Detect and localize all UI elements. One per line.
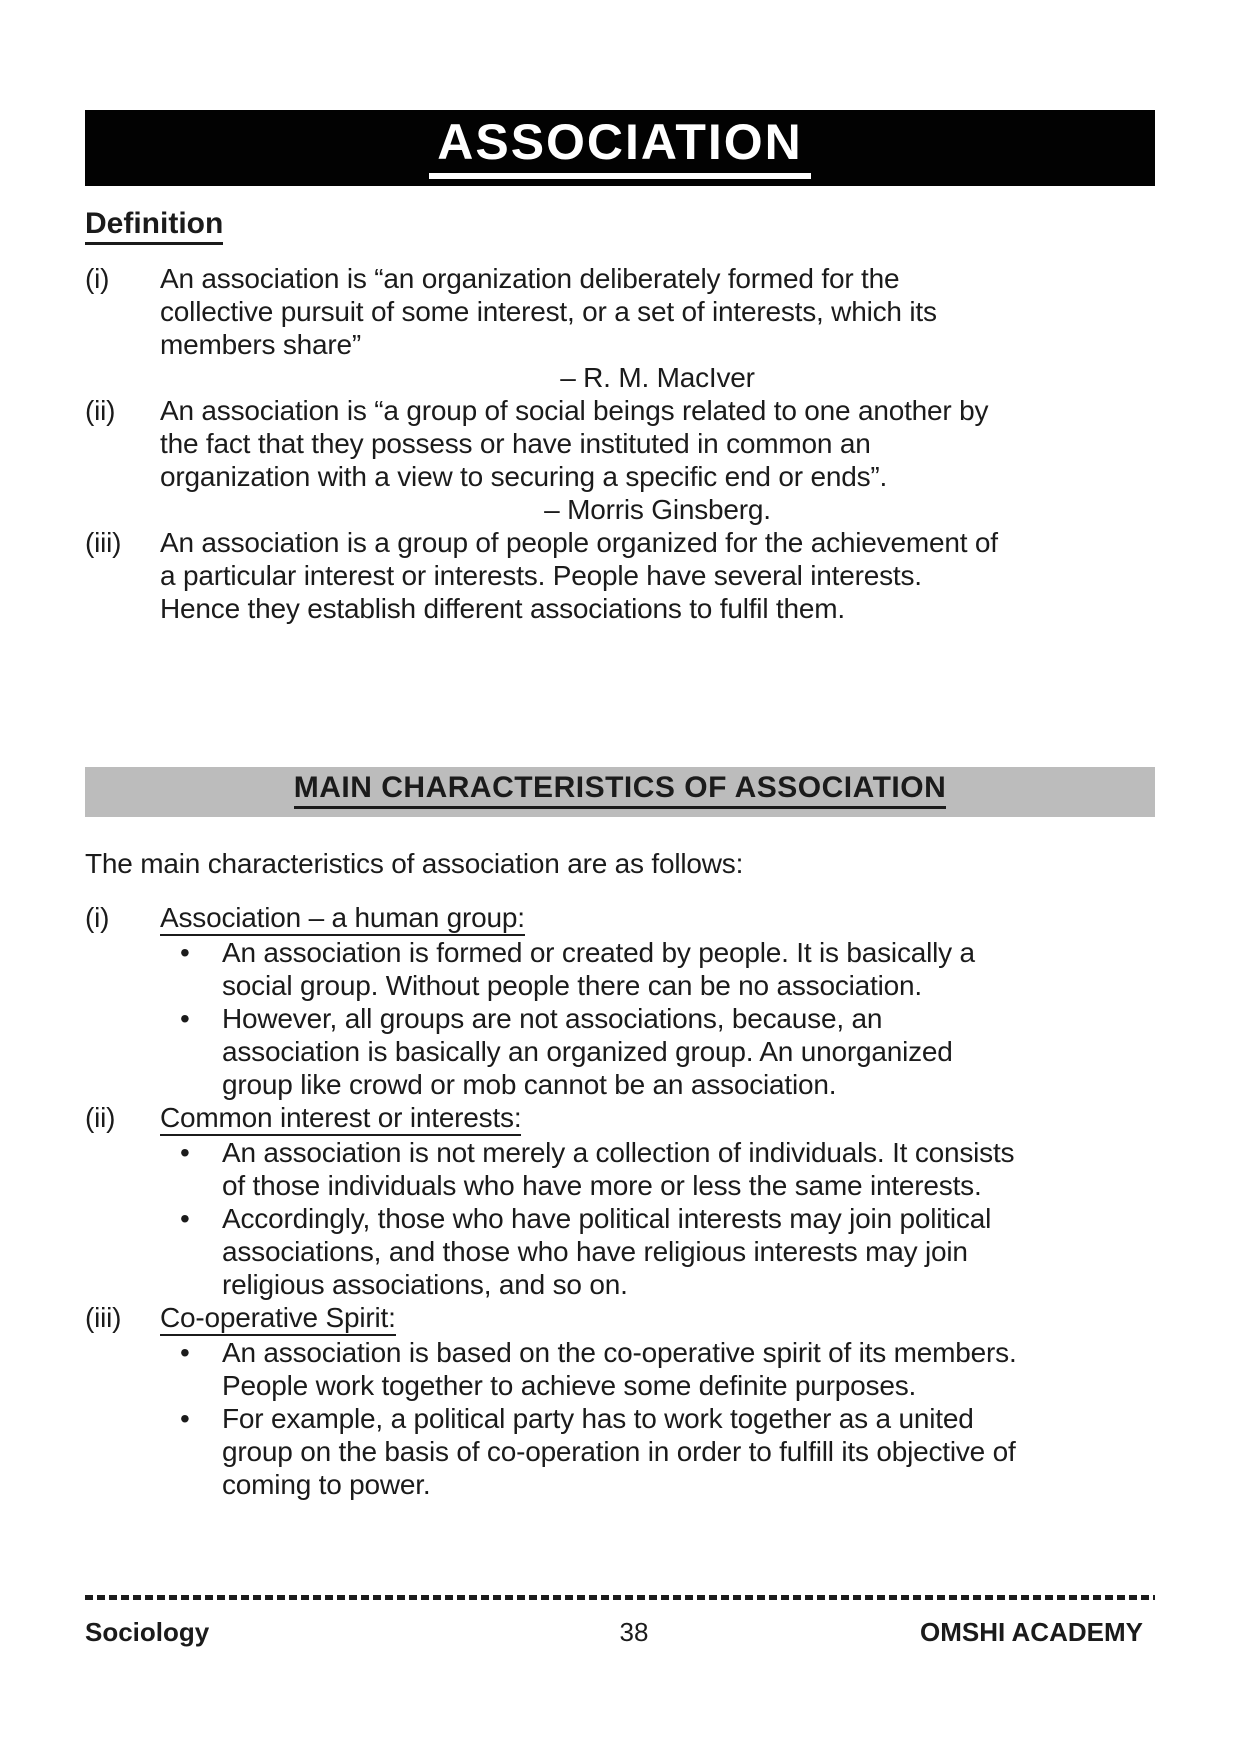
bullet-icon: • bbox=[180, 1336, 190, 1368]
bullet-item bbox=[160, 1336, 1155, 1402]
text-line: religious associations, and so on. bbox=[222, 1268, 628, 1300]
characteristic-heading-row bbox=[160, 1301, 1155, 1336]
item-body bbox=[160, 1301, 1155, 1501]
text-line: group like crowd or mob cannot be an association. bbox=[222, 1068, 837, 1100]
text-line: An association is “a group of social beings related to one another by bbox=[160, 395, 989, 426]
text-line: An association is formed or created by people. It is basically a bbox=[222, 936, 975, 968]
characteristic-heading: Common interest or interests: bbox=[160, 1104, 521, 1136]
definition-list bbox=[85, 262, 1155, 625]
bullet-item bbox=[160, 1202, 1155, 1301]
item-number: (ii) bbox=[85, 395, 116, 426]
item-body bbox=[160, 526, 1155, 625]
text-line: For example, a political party has to work together as a united bbox=[222, 1402, 974, 1434]
text-line: of those individuals who have more or less the same interests. bbox=[222, 1169, 982, 1201]
bullet-item bbox=[160, 1002, 1155, 1101]
characteristic-heading-row bbox=[160, 901, 1155, 936]
bullet-body bbox=[222, 1336, 1155, 1402]
page-footer bbox=[85, 1617, 1155, 1648]
bullet-body bbox=[222, 1002, 1155, 1101]
characteristics-list bbox=[85, 901, 1155, 1501]
text-line: members share” bbox=[160, 329, 362, 360]
bullet-icon: • bbox=[180, 1202, 190, 1234]
section-title: MAIN CHARACTERISTICS OF ASSOCIATION bbox=[294, 772, 947, 809]
bullet-body bbox=[222, 1402, 1155, 1501]
quote-attribution: – R. M. MacIver bbox=[560, 362, 755, 393]
text-line: People work together to achieve some definite purposes. bbox=[222, 1369, 917, 1401]
bullet-body bbox=[222, 1202, 1155, 1301]
chapter-title-bar bbox=[85, 110, 1155, 186]
bullet-icon: • bbox=[180, 936, 190, 968]
text-line: Hence they establish different associations to fulfil them. bbox=[160, 593, 845, 624]
definition-heading-row bbox=[85, 207, 1155, 245]
footer-subject: Sociology bbox=[85, 1616, 210, 1647]
characteristic-item bbox=[85, 1101, 1155, 1301]
item-body bbox=[160, 262, 1155, 394]
text-line: coming to power. bbox=[222, 1468, 431, 1500]
bullet-item bbox=[160, 936, 1155, 1002]
item-body bbox=[160, 394, 1155, 526]
section-intro: The main characteristics of association are as follows: bbox=[85, 847, 744, 879]
characteristic-item bbox=[85, 901, 1155, 1101]
bullet-item bbox=[160, 1402, 1155, 1501]
dashed-divider bbox=[85, 1595, 1155, 1600]
characteristic-item bbox=[85, 1301, 1155, 1501]
characteristic-heading-row bbox=[160, 1101, 1155, 1136]
bullet-icon: • bbox=[180, 1402, 190, 1434]
text-line: a particular interest or interests. People have several interests. bbox=[160, 560, 922, 591]
bullet-body bbox=[222, 1136, 1155, 1202]
footer-publisher: OMSHI ACADEMY bbox=[920, 1616, 1143, 1647]
item-number: (iii) bbox=[85, 1301, 122, 1333]
item-number: (iii) bbox=[85, 527, 122, 558]
text-line: group on the basis of co-operation in order to fulfill its objective of bbox=[222, 1435, 1016, 1467]
definition-item bbox=[85, 262, 1155, 394]
item-number: (i) bbox=[85, 263, 110, 294]
text-line: Accordingly, those who have political interests may join political bbox=[222, 1202, 992, 1234]
item-number: (i) bbox=[85, 901, 110, 933]
bullet-item bbox=[160, 1136, 1155, 1202]
item-body bbox=[160, 901, 1155, 1101]
item-number: (ii) bbox=[85, 1101, 116, 1133]
quote-attribution: – Morris Ginsberg. bbox=[544, 494, 771, 525]
bullet-icon: • bbox=[180, 1136, 190, 1168]
definition-heading: Definition bbox=[85, 207, 223, 245]
bullet-body bbox=[222, 936, 1155, 1002]
text-line: An association is based on the co-operative spirit of its members. bbox=[222, 1336, 1017, 1368]
text-line: organization with a view to securing a specific end or ends”. bbox=[160, 461, 888, 492]
page-number: 38 bbox=[619, 1616, 649, 1647]
text-line: An association is “an organization deliberately formed for the bbox=[160, 263, 900, 294]
text-line: associations, and those who have religious interests may join bbox=[222, 1235, 968, 1267]
bullet-icon: • bbox=[180, 1002, 190, 1034]
section-header-bar bbox=[85, 767, 1155, 817]
item-body bbox=[160, 1101, 1155, 1301]
chapter-title: ASSOCIATION bbox=[429, 117, 811, 179]
definition-item bbox=[85, 526, 1155, 625]
text-line: An association is not merely a collection of individuals. It consists bbox=[222, 1136, 1015, 1168]
characteristic-heading: Association – a human group: bbox=[160, 904, 525, 936]
text-line: However, all groups are not associations, because, an bbox=[222, 1002, 883, 1034]
text-line: collective pursuit of some interest, or a set of interests, which its bbox=[160, 296, 937, 327]
text-line: association is basically an organized group. An unorganized bbox=[222, 1035, 953, 1067]
text-line: the fact that they possess or have instituted in common an bbox=[160, 428, 871, 459]
definition-item bbox=[85, 394, 1155, 526]
characteristic-heading: Co-operative Spirit: bbox=[160, 1304, 396, 1336]
text-line: social group. Without people there can be no association. bbox=[222, 969, 922, 1001]
text-line: An association is a group of people organized for the achievement of bbox=[160, 527, 998, 558]
